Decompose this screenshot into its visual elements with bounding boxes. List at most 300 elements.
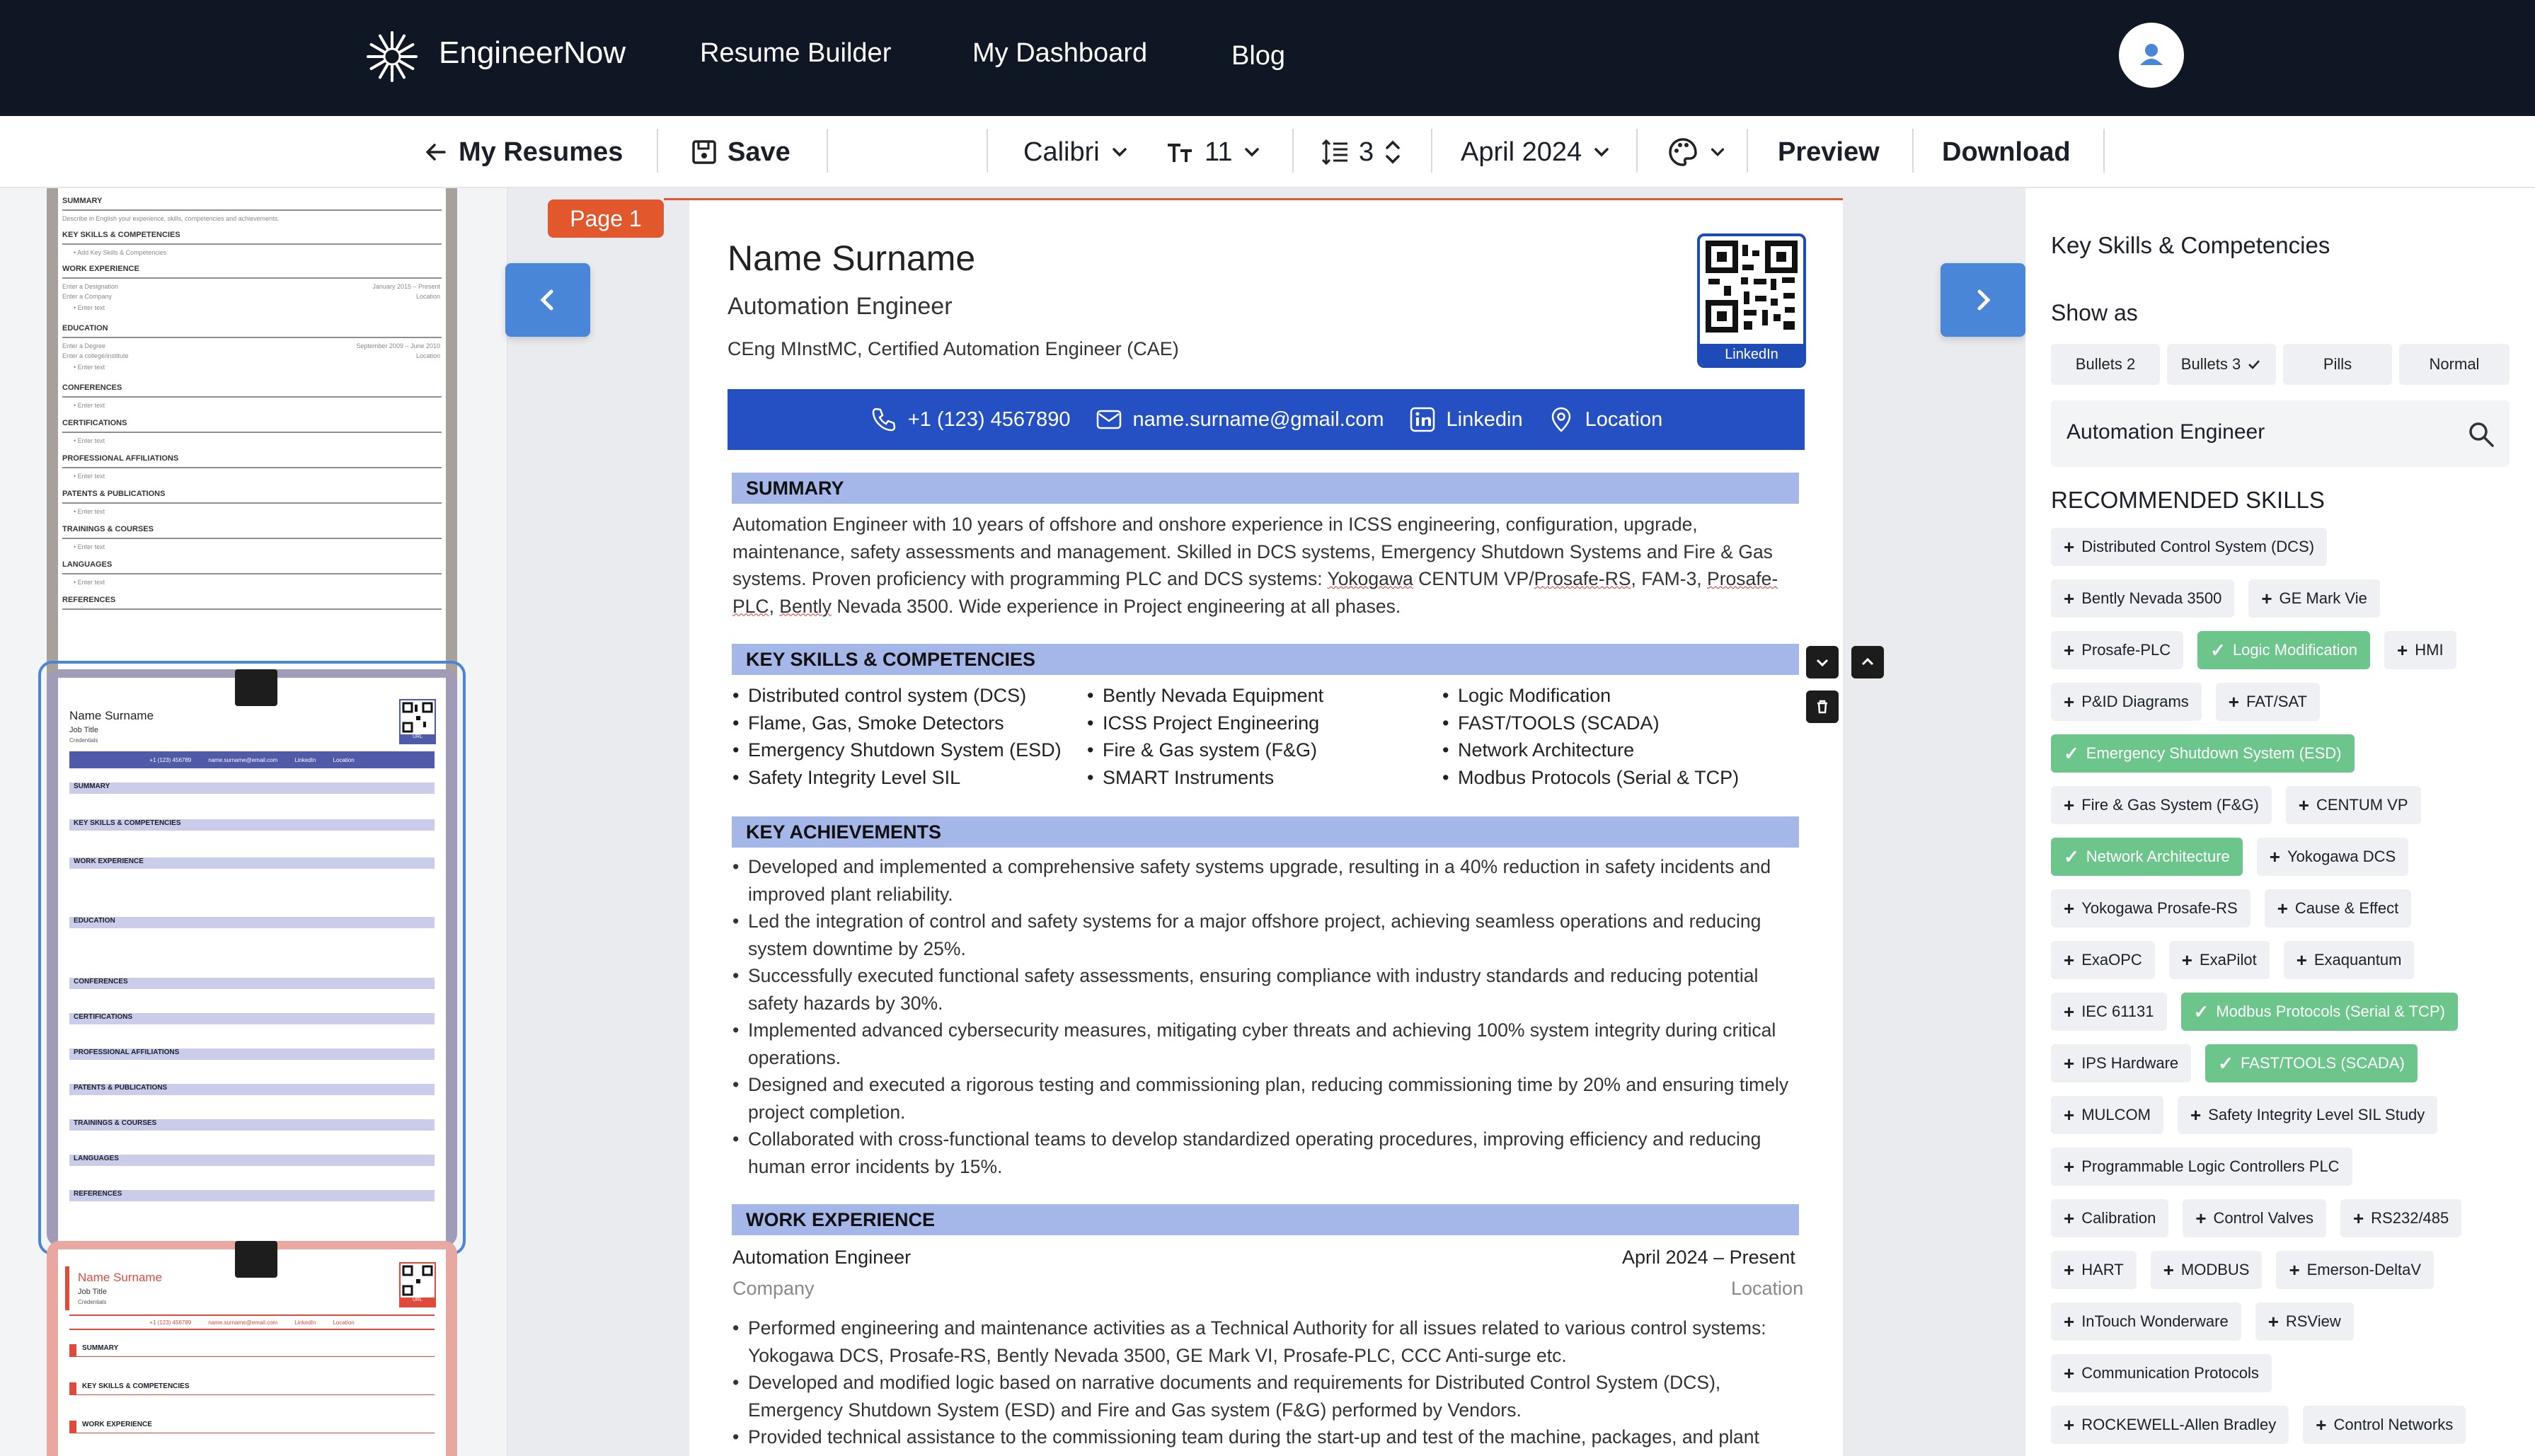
chevron-down-icon xyxy=(1814,654,1831,671)
skill-item: • Network Architecture xyxy=(1442,736,1739,764)
spellcheck-word: Prosafe-RS xyxy=(1534,568,1631,589)
thumb-job-title: Job Title xyxy=(78,1288,107,1296)
phone-icon xyxy=(870,405,898,434)
skill-chip-label: Emergency Shutdown System (ESD) xyxy=(2086,744,2342,762)
plus-icon: + xyxy=(2064,691,2075,712)
skill-chip-label: Emerson-DeltaV xyxy=(2306,1261,2422,1278)
thumb-linkedin: LinkedIn xyxy=(294,756,316,763)
summary-text-part: Nevada 3500. Wide experience in Project engineering at all phases. xyxy=(831,595,1401,617)
skill-chip[interactable] xyxy=(2051,631,2183,669)
plus-icon: + xyxy=(2064,536,2075,557)
skill-item: • SMART Instruments xyxy=(1087,764,1323,792)
plus-icon: + xyxy=(2269,845,2280,867)
thumb-qr-label: URL xyxy=(401,734,435,743)
thumb-section-heading: WORK EXPERIENCE xyxy=(69,1421,435,1433)
skill-chip[interactable] xyxy=(2051,993,2167,1031)
trash-icon xyxy=(1814,698,1831,715)
skill-chip-label: ROCKEWELL-Allen Bradley xyxy=(2081,1416,2277,1433)
work-bullet: • Performed engineering and maintenance activities as a Technical Authority for all issues related to various control systems: Yokogawa DCS, Prosafe-RS, Bently Nevada 3500, GE Mark VI, Prosafe-PLC, CCC Anti-surge etc. xyxy=(732,1315,1794,1369)
skill-chip[interactable] xyxy=(2169,941,2270,979)
check-icon xyxy=(2246,357,2262,372)
font-size-select[interactable] xyxy=(1166,116,1262,188)
achievement-item: • Successfully executed functional safety assessments, ensuring compliance with industry standards and reducing potential safety hazards by 30%. xyxy=(732,962,1794,1017)
skill-chip-label: IPS Hardware xyxy=(2081,1054,2179,1072)
color-theme-select[interactable] xyxy=(1667,116,1727,188)
skill-chip-label: MULCOM xyxy=(2081,1106,2151,1123)
binder-clip-icon xyxy=(235,1241,277,1278)
plus-icon: + xyxy=(2064,949,2075,971)
my-resumes-label: My Resumes xyxy=(459,137,623,167)
thumb-credentials: Credentials xyxy=(69,737,98,744)
skill-chip-label: Exaquantum xyxy=(2313,951,2402,969)
contact-email-text: name.surname@gmail.com xyxy=(1132,408,1384,431)
contact-email[interactable] xyxy=(1095,405,1384,434)
work-date-from: April 2024 xyxy=(1622,1247,1708,1268)
font-family-value: Calibri xyxy=(1023,137,1100,167)
work-date-range[interactable] xyxy=(1622,1247,1795,1269)
engineernow-logo-icon[interactable] xyxy=(365,30,419,83)
thumb-section-heading: CONFERENCES xyxy=(62,383,122,392)
plus-icon: + xyxy=(2064,1155,2075,1177)
skill-chip-label: CENTUM VP xyxy=(2316,796,2408,814)
chevron-right-icon xyxy=(1969,286,1997,314)
top-navigation xyxy=(0,0,2535,116)
thumb-section-heading: KEY SKILLS & COMPETENCIES xyxy=(69,1382,435,1395)
contact-linkedin-text: Linkedin xyxy=(1446,408,1523,431)
thumb-email: name.surname@email.com xyxy=(208,1319,278,1326)
thumb-institute: Enter a college/institute xyxy=(62,352,129,359)
skill-chip[interactable] xyxy=(2265,889,2412,928)
thumb-section-heading: WORK EXPERIENCE xyxy=(69,857,435,869)
skill-chip[interactable] xyxy=(2286,786,2421,824)
template-thumbnail-modern-blue[interactable] xyxy=(47,669,457,1247)
chevron-down-icon xyxy=(1242,142,1262,162)
skill-chip[interactable] xyxy=(2051,1044,2191,1082)
skill-chip-label: Safety Integrity Level SIL Study xyxy=(2208,1106,2425,1123)
plus-icon: + xyxy=(2163,1259,2174,1281)
skill-item: • Distributed control system (DCS) xyxy=(732,682,1062,710)
panel-title: Key Skills & Competencies xyxy=(2051,232,2330,258)
linkedin-qr-code[interactable] xyxy=(1697,233,1806,368)
skill-chip[interactable] xyxy=(2051,1354,2272,1392)
thumb-section-heading: TRAININGS & COURSES xyxy=(69,1119,435,1131)
skills-heading[interactable]: KEY SKILLS & COMPETENCIES xyxy=(732,644,1799,675)
thumb-designation: Enter a Designation xyxy=(62,283,119,290)
qr-code-icon xyxy=(1700,236,1803,340)
skill-chip-label: Communication Protocols xyxy=(2081,1364,2259,1382)
summary-text[interactable] xyxy=(732,511,1794,620)
skill-item: • Bently Nevada Equipment xyxy=(1087,682,1323,710)
plus-icon: + xyxy=(2064,1104,2075,1126)
skill-chip-label: Programmable Logic Controllers PLC xyxy=(2081,1157,2340,1175)
skill-chip-label: P&ID Diagrams xyxy=(2081,693,2189,710)
plus-icon: + xyxy=(2267,1310,2279,1332)
work-company[interactable]: Company xyxy=(732,1278,815,1299)
contact-linkedin[interactable] xyxy=(1408,405,1523,434)
spellcheck-word: Bently xyxy=(779,595,832,617)
skill-chip-label: IEC 61131 xyxy=(2081,1003,2154,1020)
skill-chip-label: MODBUS xyxy=(2180,1261,2250,1278)
skill-chip[interactable] xyxy=(2303,1406,2466,1444)
skill-chip-label: ExaPilot xyxy=(2199,951,2257,969)
recommended-skills-heading: RECOMMENDED SKILLS xyxy=(2051,487,2325,513)
delete-section-button[interactable] xyxy=(1806,691,1839,723)
show-as-label: Show as xyxy=(2051,300,2138,325)
qr-code-icon xyxy=(401,1264,435,1298)
brand-name[interactable]: EngineerNow xyxy=(439,35,626,70)
plus-icon: + xyxy=(2064,1414,2075,1435)
skill-item: • Emergency Shutdown System (ESD) xyxy=(732,736,1062,764)
thumb-enter-text: • Enter text xyxy=(74,437,105,444)
qr-code-icon xyxy=(401,700,435,734)
line-spacing-value: 3 xyxy=(1359,137,1374,167)
location-pin-icon xyxy=(1547,405,1575,434)
plus-icon: + xyxy=(2296,949,2307,971)
save-button[interactable] xyxy=(691,116,791,188)
date-format-select[interactable] xyxy=(1461,116,1611,188)
envelope-icon xyxy=(1095,405,1123,434)
work-bullets[interactable] xyxy=(732,1315,1794,1456)
thumb-contact-bar xyxy=(69,751,435,768)
skills-side-panel xyxy=(2025,188,2535,1456)
nav-resume-builder[interactable]: Resume Builder xyxy=(700,38,892,68)
plus-icon: + xyxy=(2064,639,2075,661)
move-section-up-button[interactable] xyxy=(1851,646,1884,678)
thumb-section-heading: SUMMARY xyxy=(69,1344,435,1357)
skill-item: • Logic Modification xyxy=(1442,682,1739,710)
previous-template-button[interactable] xyxy=(505,263,590,337)
text-size-icon xyxy=(1166,139,1195,165)
skill-chip-label: ExaOPC xyxy=(2081,951,2142,969)
work-experience-heading[interactable]: WORK EXPERIENCE xyxy=(732,1204,1799,1235)
thumb-linkedin: LinkedIn xyxy=(294,1319,316,1326)
skill-chip-label: Prosafe-PLC xyxy=(2081,641,2171,659)
skill-chip[interactable] xyxy=(2340,1199,2461,1237)
thumb-section-heading: LANGUAGES xyxy=(69,1155,435,1166)
achievement-item: • Implemented advanced cybersecurity measures, mitigating cyber threats and achieving 100% system integrity during critical operations. xyxy=(732,1017,1794,1071)
show-as-normal[interactable]: Normal xyxy=(2399,344,2510,385)
plus-icon: + xyxy=(2289,1259,2300,1281)
work-bullet: • Provided technical assistance to the commissioning team during the start-up and test of the machine, packages, and plant xyxy=(732,1423,1794,1451)
palette-icon xyxy=(1667,137,1698,168)
contact-location-text: Location xyxy=(1585,408,1663,431)
skill-chip-label: Network Architecture xyxy=(2086,848,2230,865)
thumb-section-heading: REFERENCES xyxy=(62,596,116,604)
thumb-company: Enter a Company xyxy=(62,293,113,300)
search-icon[interactable] xyxy=(2467,420,2495,449)
skill-chip[interactable] xyxy=(2051,579,2234,618)
plus-icon: + xyxy=(2064,1310,2075,1332)
skill-chip[interactable] xyxy=(2051,734,2355,773)
skill-chip[interactable] xyxy=(2051,1148,2352,1186)
thumb-name: Name Surname xyxy=(78,1271,163,1284)
chevron-down-icon xyxy=(1110,142,1129,162)
save-label: Save xyxy=(728,137,791,167)
plus-icon: + xyxy=(2064,897,2075,919)
skills-column-1[interactable] xyxy=(732,682,1062,791)
stepper-arrows-icon xyxy=(1384,138,1402,166)
skill-chip[interactable] xyxy=(2151,1251,2263,1289)
thumb-qr-label: URL xyxy=(401,1298,435,1306)
plus-icon: + xyxy=(2064,1259,2075,1281)
skill-chip-label: Cause & Effect xyxy=(2294,899,2399,917)
work-date-separator: – xyxy=(1713,1247,1725,1268)
thumb-section-heading: CERTIFICATIONS xyxy=(62,419,127,427)
thumb-location: Location xyxy=(333,756,355,763)
skill-chip-label: Yokogawa Prosafe-RS xyxy=(2081,899,2238,917)
skill-chip[interactable] xyxy=(2276,1251,2434,1289)
skill-chip[interactable] xyxy=(2051,1251,2137,1289)
skill-item: • Fire & Gas system (F&G) xyxy=(1087,736,1323,764)
skill-chip[interactable] xyxy=(2051,941,2155,979)
work-job-title[interactable]: Automation Engineer xyxy=(732,1247,912,1268)
thumb-section-heading: REFERENCES xyxy=(69,1190,435,1201)
skill-chip-label: Fire & Gas System (F&G) xyxy=(2081,796,2259,814)
user-icon xyxy=(2119,23,2184,88)
show-as-pills[interactable]: Pills xyxy=(2283,344,2392,385)
skill-chip[interactable] xyxy=(2051,528,2327,566)
linkedin-icon xyxy=(1408,405,1437,434)
thumb-enter-text: • Enter text xyxy=(74,579,105,586)
thumb-skills-hint: • Add Key Skills & Competencies xyxy=(74,249,167,256)
thumb-enter-text: • Enter text xyxy=(74,473,105,480)
thumb-enter-text: • Enter text xyxy=(74,304,105,311)
skill-chip[interactable] xyxy=(2205,1044,2418,1082)
summary-heading[interactable]: SUMMARY xyxy=(732,473,1799,504)
thumb-section-heading: SUMMARY xyxy=(69,782,435,794)
nav-my-dashboard[interactable]: My Dashboard xyxy=(972,38,1148,68)
skills-search-value: Automation Engineer xyxy=(2066,420,2265,444)
thumb-edu-date: September 2009 – June 2010 xyxy=(356,342,440,349)
skill-chip[interactable] xyxy=(2248,579,2380,618)
skill-chip-label: Control Networks xyxy=(2333,1416,2454,1433)
skill-chip-label: RS232/485 xyxy=(2371,1209,2449,1227)
thumb-credentials: Credentials xyxy=(78,1299,107,1305)
thumb-job-title: Job Title xyxy=(69,726,98,734)
thumb-work-date: January 2015 – Present xyxy=(372,283,440,290)
skills-column-2[interactable] xyxy=(1087,682,1323,791)
plus-icon: + xyxy=(2064,587,2075,609)
thumb-enter-text: • Enter text xyxy=(74,543,105,550)
plus-icon: + xyxy=(2064,1362,2075,1384)
skill-item: • ICSS Project Engineering xyxy=(1087,710,1323,737)
thumb-section-heading: CERTIFICATIONS xyxy=(69,1013,435,1024)
thumb-section-heading: KEY SKILLS & COMPETENCIES xyxy=(69,819,435,831)
summary-text-part: , xyxy=(769,595,780,617)
plus-icon: + xyxy=(2190,1104,2202,1126)
thumb-section-heading: CONFERENCES xyxy=(69,978,435,989)
thumb-section-heading: EDUCATION xyxy=(69,917,435,928)
plus-icon: + xyxy=(2181,949,2192,971)
check-icon: ✓ xyxy=(2210,639,2226,661)
thumb-enter-text: • Enter text xyxy=(74,508,105,515)
skill-chip[interactable] xyxy=(2384,631,2456,669)
skills-column-3[interactable] xyxy=(1442,682,1739,791)
editor-toolbar xyxy=(0,116,2535,188)
skill-chip[interactable] xyxy=(2051,786,2272,824)
page-top-line xyxy=(664,198,1843,200)
check-icon: ✓ xyxy=(2218,1052,2234,1074)
skill-chip[interactable] xyxy=(2257,838,2408,876)
qr-linkedin-label: LinkedIn xyxy=(1700,344,1803,365)
skill-chip-label: FAST/TOOLS (SCADA) xyxy=(2240,1054,2405,1072)
plus-icon: + xyxy=(2064,794,2075,816)
skill-chip-label: Modbus Protocols (Serial & TCP) xyxy=(2216,1003,2445,1020)
skill-chip[interactable] xyxy=(2051,889,2251,928)
skill-chip[interactable] xyxy=(2051,838,2243,876)
skill-chip[interactable] xyxy=(2181,993,2458,1031)
plus-icon: + xyxy=(2228,691,2239,712)
plus-icon: + xyxy=(2064,1000,2075,1022)
plus-icon: + xyxy=(2261,587,2272,609)
thumb-location: Location xyxy=(333,1319,355,1326)
thumb-section-heading: PROFESSIONAL AFFILIATIONS xyxy=(69,1048,435,1060)
plus-icon: + xyxy=(2316,1414,2327,1435)
skill-chip-label: GE Mark Vie xyxy=(2279,589,2367,607)
preview-button[interactable]: Preview xyxy=(1778,137,1880,167)
skill-chip-label: Calibration xyxy=(2081,1209,2156,1227)
contact-bar xyxy=(728,389,1805,450)
spellcheck-word: Yokogawa xyxy=(1327,568,1413,589)
achievement-item: • Designed and executed a rigorous testing and commissioning plan, reducing commissioning time by 20% and ensuring timely project completion. xyxy=(732,1071,1794,1126)
achievements-list[interactable] xyxy=(732,853,1794,1180)
check-icon: ✓ xyxy=(2064,845,2079,867)
work-date-to: Present xyxy=(1729,1247,1795,1268)
skill-chip[interactable] xyxy=(2051,1406,2289,1444)
thumb-enter-text: • Enter text xyxy=(74,402,105,409)
skill-item: • Safety Integrity Level SIL xyxy=(732,764,1062,792)
skill-chip-label: Control Valves xyxy=(2213,1209,2313,1227)
user-avatar[interactable] xyxy=(2119,23,2184,88)
skill-chip-label: FAT/SAT xyxy=(2246,693,2307,710)
thumb-section-heading: SUMMARY xyxy=(62,197,103,205)
arrow-left-icon xyxy=(423,139,449,165)
skill-chip[interactable] xyxy=(2183,1199,2326,1237)
thumb-enter-text: • Enter text xyxy=(74,364,105,371)
skill-chip-label: HART xyxy=(2081,1261,2124,1278)
check-icon: ✓ xyxy=(2193,1000,2209,1022)
plus-icon: + xyxy=(2352,1207,2364,1229)
skill-chip-label: Logic Modification xyxy=(2232,641,2358,659)
thumb-section-heading: TRAININGS & COURSES xyxy=(62,525,154,533)
thumb-section-heading: EDUCATION xyxy=(62,324,108,333)
contact-phone[interactable] xyxy=(870,405,1071,434)
thumb-location: Location xyxy=(415,293,440,300)
font-family-select[interactable] xyxy=(1023,116,1129,188)
chevron-down-icon xyxy=(1592,142,1611,162)
contact-phone-text: +1 (123) 4567890 xyxy=(907,408,1071,431)
plus-icon: + xyxy=(2298,794,2309,816)
chevron-left-icon xyxy=(534,286,562,314)
thumb-email: name.surname@email.com xyxy=(208,756,278,763)
skill-chip[interactable] xyxy=(2178,1096,2437,1134)
achievement-item: • Collaborated with cross-functional teams to develop standardized operating procedures, improving efficiency and reducing human error incidents by 15%. xyxy=(732,1126,1794,1180)
thumb-section-heading: WORK EXPERIENCE xyxy=(62,265,139,273)
work-location[interactable]: Location xyxy=(1731,1278,1804,1299)
next-template-button[interactable] xyxy=(1941,263,2025,337)
thumb-phone: +1 (123) 456789 xyxy=(149,756,192,763)
skill-item: • Modbus Protocols (Serial & TCP) xyxy=(1442,764,1739,792)
skill-chip[interactable] xyxy=(2197,631,2370,669)
achievement-item: • Led the integration of control and safety systems for a major offshore project, achieving seamless operations and reducing system downtime by 25%. xyxy=(732,908,1794,962)
thumb-qr-code xyxy=(399,1262,436,1307)
thumb-section-heading: PATENTS & PUBLICATIONS xyxy=(62,490,166,498)
download-button[interactable]: Download xyxy=(1942,137,2071,167)
thumb-section-heading: LANGUAGES xyxy=(62,560,113,569)
skill-item: • Flame, Gas, Smoke Detectors xyxy=(732,710,1062,737)
chevron-down-icon xyxy=(1708,143,1727,161)
achievements-heading[interactable]: KEY ACHIEVEMENTS xyxy=(732,816,1799,848)
skill-chip[interactable] xyxy=(2255,1302,2354,1341)
thumb-section-heading: PATENTS & PUBLICATIONS xyxy=(69,1084,435,1095)
thumb-section-heading: KEY SKILLS & COMPETENCIES xyxy=(62,231,180,239)
show-as-bullets-3-label: Bullets 3 xyxy=(2180,355,2241,373)
thumb-qr-code xyxy=(399,699,436,744)
thumb-contact-bar xyxy=(69,1315,435,1330)
summary-text-part: , FAM-3, xyxy=(1631,568,1708,589)
my-resumes-button[interactable] xyxy=(423,116,623,188)
move-section-down-button[interactable] xyxy=(1806,646,1839,678)
show-as-bullets-2[interactable]: Bullets 2 xyxy=(2051,344,2160,385)
summary-text-part: CENTUM VP/ xyxy=(1413,568,1534,589)
spellcheck-word: Prosafe-PLC xyxy=(732,568,1778,617)
plus-icon: + xyxy=(2397,639,2408,661)
thumb-name: Name Surname xyxy=(69,709,154,722)
thumb-phone: +1 (123) 456789 xyxy=(149,1319,192,1326)
skill-chip-label: Bently Nevada 3500 xyxy=(2081,589,2222,607)
skill-chip[interactable] xyxy=(2051,1096,2163,1134)
font-size-value: 11 xyxy=(1205,137,1233,167)
plus-icon: + xyxy=(2064,1052,2075,1074)
thumb-location: Location xyxy=(415,352,440,359)
save-icon xyxy=(691,139,718,166)
skill-chip[interactable] xyxy=(2051,1302,2241,1341)
skills-search-input[interactable] xyxy=(2051,400,2510,467)
plus-icon: + xyxy=(2277,897,2288,919)
resume-name[interactable]: Name Surname xyxy=(728,238,976,278)
skill-chip[interactable] xyxy=(2284,941,2415,979)
plus-icon: + xyxy=(2064,1207,2075,1229)
thumb-degree: Enter a Degree xyxy=(62,342,106,349)
skill-chip-label: RSView xyxy=(2285,1312,2341,1330)
date-format-value: April 2024 xyxy=(1461,137,1582,167)
skill-item: • FAST/TOOLS (SCADA) xyxy=(1442,710,1739,737)
line-spacing-stepper[interactable] xyxy=(1321,116,1402,188)
achievement-item: • Developed and implemented a comprehensive safety systems upgrade, resulting in a 40% reduction in safety incidents and improved plant reliability. xyxy=(732,853,1794,908)
plus-icon: + xyxy=(2195,1207,2207,1229)
summary-text-part: Automation Engineer with 10 years of offshore and onshore experience in ICSS engineering, configuration, upgrade, maintenance, safety assessments and management. Skilled in DCS systems, Emergency Shutdown Systems and Fire & Gas systems. Proven proficiency with programming PLC and DCS systems: xyxy=(732,514,1773,589)
skill-chip-label: InTouch Wonderware xyxy=(2081,1312,2229,1330)
skill-chip[interactable] xyxy=(2051,1199,2168,1237)
thumb-section-heading: PROFESSIONAL AFFILIATIONS xyxy=(62,454,179,463)
skill-chip-label: HMI xyxy=(2415,641,2444,659)
check-icon: ✓ xyxy=(2064,742,2079,764)
show-as-bullets-3[interactable] xyxy=(2167,344,2276,385)
contact-location[interactable] xyxy=(1547,405,1663,434)
template-thumbnail-list xyxy=(0,188,508,1456)
nav-blog[interactable]: Blog xyxy=(1231,41,1286,71)
page-number-badge: Page 1 xyxy=(548,200,664,238)
work-bullet: • Developed and modified logic based on narrative documents and requirements for Distributed Control System (DCS), Emergency Shutdown System (ESD) and Fire and Gas system (F&G) performed by Vendors. xyxy=(732,1369,1794,1423)
skill-chip[interactable] xyxy=(2051,683,2202,721)
line-spacing-icon xyxy=(1321,138,1349,166)
thumb-summary-hint: Describe in English your experience, skills, competencies and achievements. xyxy=(62,215,280,222)
skill-chip-label: Distributed Control System (DCS) xyxy=(2081,538,2315,555)
binder-clip-icon xyxy=(235,669,277,706)
skill-chip[interactable] xyxy=(2216,683,2320,721)
resume-credentials[interactable]: CEng MInstMC, Certified Automation Engineer (CAE) xyxy=(728,338,1179,359)
resume-job-title[interactable]: Automation Engineer xyxy=(728,293,953,320)
